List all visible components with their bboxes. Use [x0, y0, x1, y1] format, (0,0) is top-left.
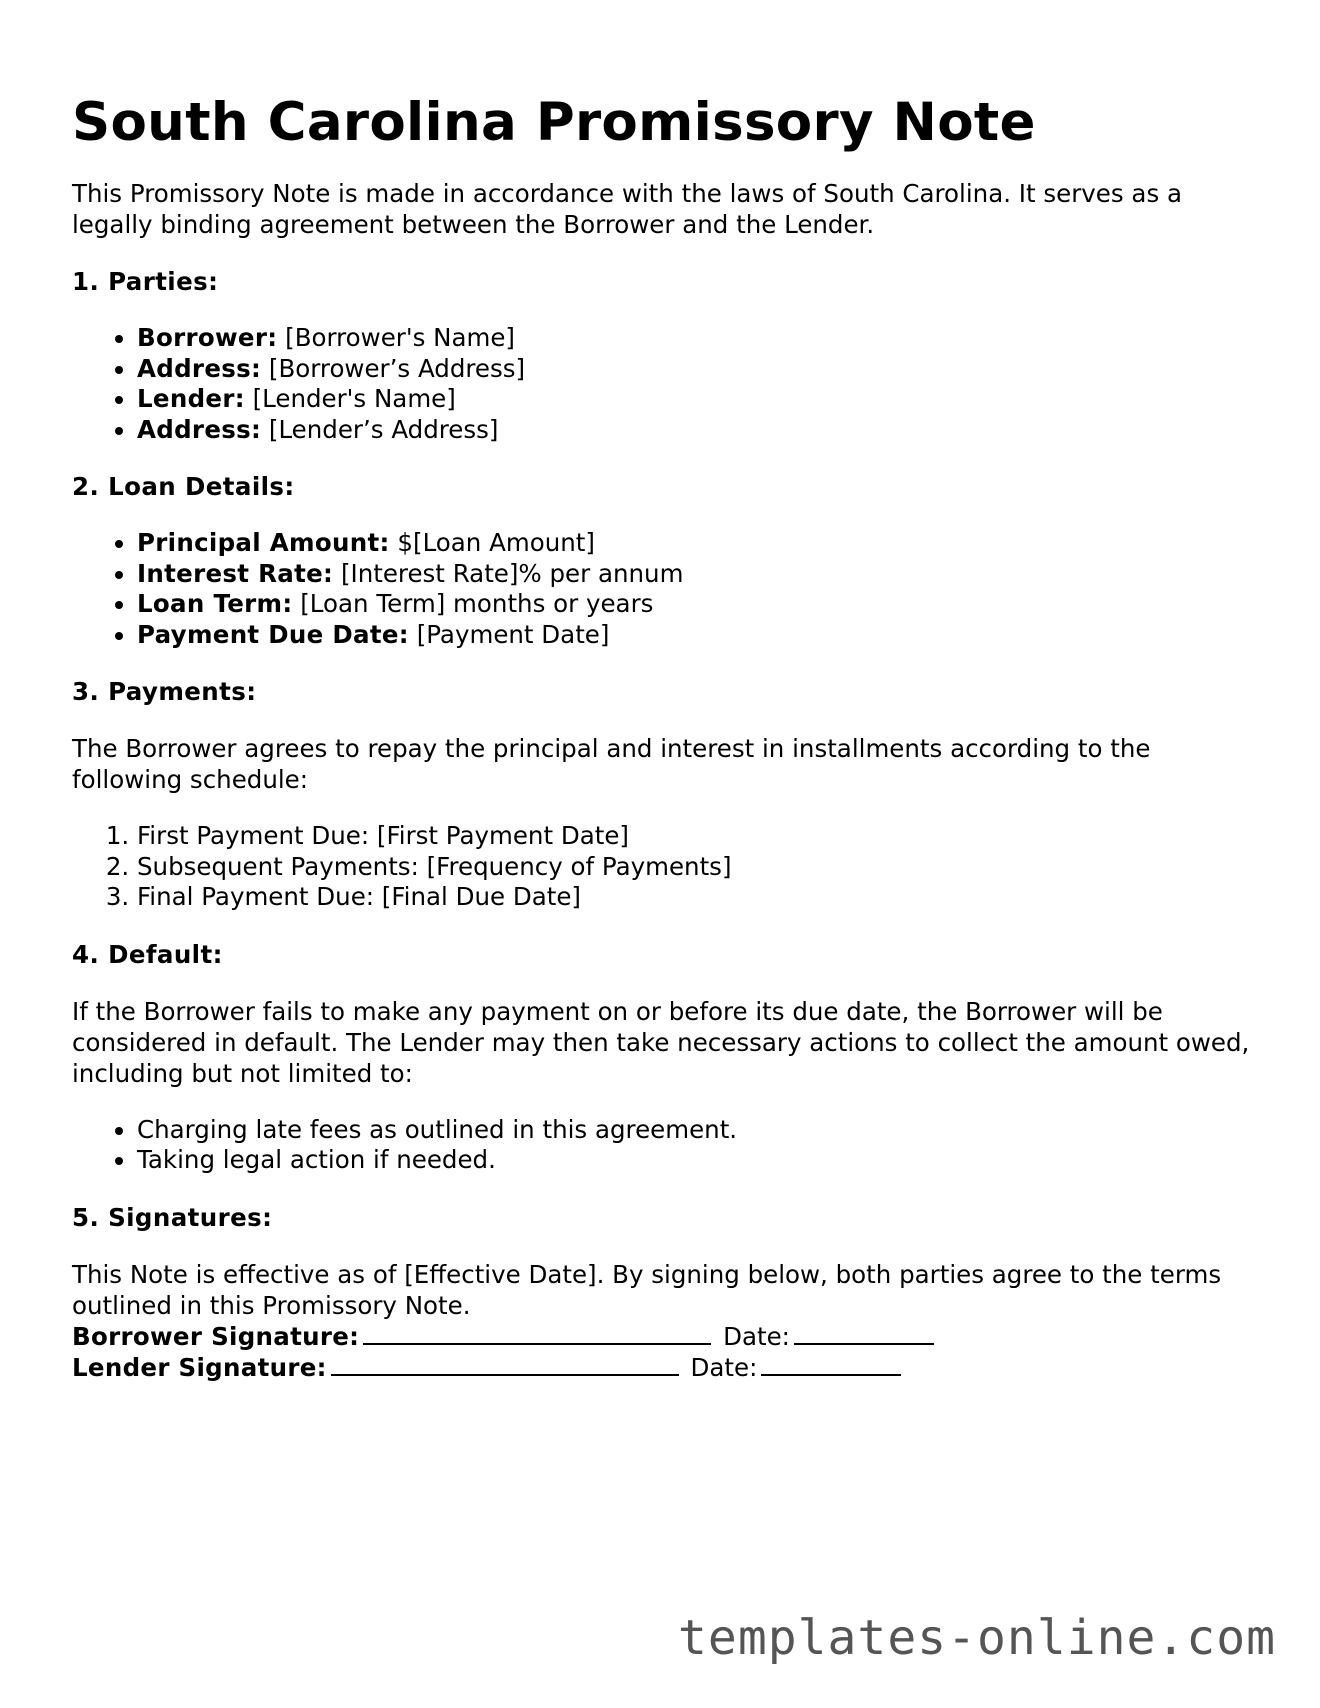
document-page [72, 82, 1252, 1383]
item-value: [Borrower's Name] [285, 323, 515, 352]
list-item [137, 415, 1252, 446]
item-label: Lender: [137, 384, 245, 413]
item-label: Address: [137, 353, 262, 383]
list-item [137, 323, 1252, 354]
date-label: Date: [723, 1321, 790, 1351]
list-item [137, 354, 1252, 385]
document-title: South Carolina Promissory Note [72, 92, 1036, 153]
list-item: • Taking legal action if needed. [137, 1145, 1252, 1176]
list-item [137, 620, 1252, 651]
item-value: [Borrower’s Address] [268, 353, 526, 383]
intro-paragraph: This Promissory Note is made in accordance with the laws of South Carolina. It serves as a legally binding agreement between the Borrower and the Lender. [72, 179, 1183, 239]
date-label: Date: [690, 1352, 758, 1382]
loan-details-list [72, 528, 1252, 650]
borrower-signature-label: Borrower Signature: [72, 1321, 360, 1351]
item-label: Interest Rate: [137, 558, 334, 588]
lender-signature-field[interactable] [331, 1354, 679, 1376]
lender-signature-line [72, 1352, 1252, 1383]
lender-signature-label: Lender Signature: [72, 1352, 327, 1382]
section-heading-signatures: 5. Signatures: [72, 1202, 273, 1232]
item-value: [Payment Date] [416, 619, 610, 649]
section-heading-loan-details: 2. Loan Details: [72, 472, 295, 501]
item-label: Borrower: [137, 323, 278, 352]
list-item [137, 528, 1252, 559]
item-label: Payment Due Date: [137, 619, 409, 649]
list-item [137, 384, 1252, 415]
item-label: Principal Amount: [137, 528, 390, 557]
item-value: [Loan Term] months or years [300, 589, 654, 618]
list-item: • Charging late fees as outlined in this agreement. [137, 1115, 1252, 1146]
default-actions-list [72, 1115, 1252, 1176]
payments-paragraph: The Borrower agrees to repay the principal and interest in installments according to the following schedule: [72, 734, 1151, 794]
watermark-text: templates-online.com [678, 1610, 1276, 1666]
borrower-signature-field[interactable] [363, 1323, 711, 1345]
list-item: 1. First Payment Due: [First Payment Date] [137, 821, 1252, 852]
parties-list [72, 323, 1252, 445]
list-item: 2. Subsequent Payments: [Frequency of Payments] [137, 852, 1252, 883]
section-heading-parties: 1. Parties: [72, 267, 219, 296]
item-label: Address: [137, 414, 262, 444]
default-paragraph: If the Borrower fails to make any payment on or before its due date, the Borrower will be considered in default. The Lender may then take necessary actions to collect the amount owed, including but not limited to: [72, 996, 1250, 1088]
signatures-paragraph: This Note is effective as of [Effective Date]. By signing below, both parties agree to the terms outlined in this Promissory Note. [72, 1259, 1222, 1320]
list-item [137, 559, 1252, 590]
item-value: $[Loan Amount] [397, 528, 595, 557]
payment-schedule-list [72, 821, 1252, 913]
section-heading-default: 4. Default: [72, 939, 223, 969]
item-value: [Lender's Name] [252, 384, 456, 413]
lender-date-field[interactable] [761, 1354, 901, 1376]
item-label: Loan Term: [137, 589, 293, 618]
list-item [137, 589, 1252, 620]
borrower-signature-line [72, 1321, 1252, 1352]
borrower-date-field[interactable] [794, 1323, 934, 1345]
list-item: 3. Final Payment Due: [Final Due Date] [137, 882, 1252, 913]
item-value: [Lender’s Address] [268, 414, 499, 444]
section-heading-payments: 3. Payments: [72, 677, 257, 706]
item-value: [Interest Rate]% per annum [340, 558, 684, 588]
